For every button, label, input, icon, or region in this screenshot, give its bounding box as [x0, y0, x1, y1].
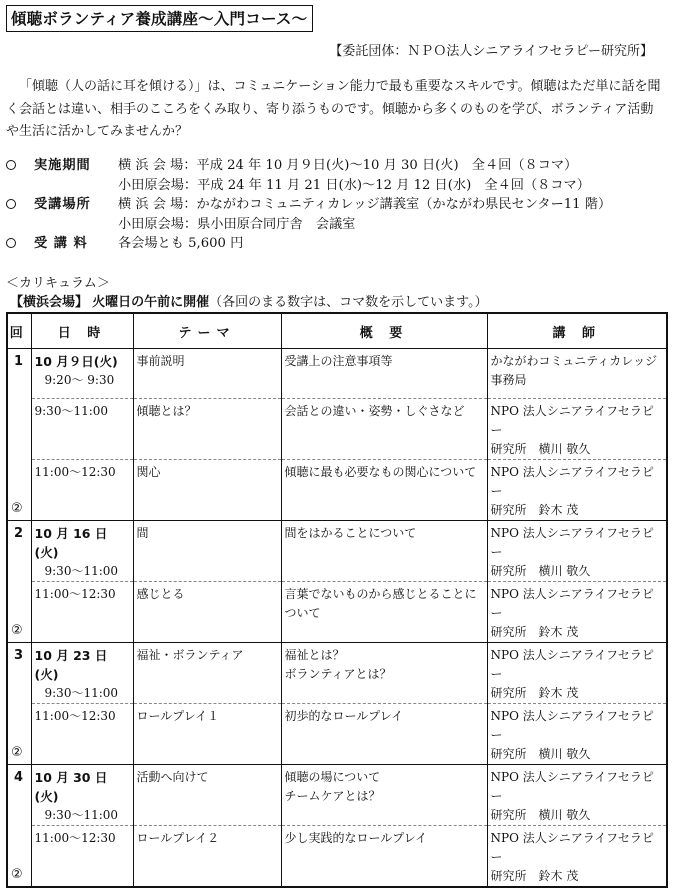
summary-cell: 傾聴に最も必要なもの関心について — [281, 460, 487, 521]
venue-label: 【横浜会場】 — [10, 295, 89, 310]
table-row — [7, 765, 667, 826]
session-time: 9:30～11:00 — [34, 404, 109, 418]
theme-cell: ロールプレイ１ — [133, 704, 281, 765]
session-number: 1 — [14, 354, 24, 369]
instructor-cell: NPO 法人シニアライフセラピー 研究所 横川 敬久 — [487, 521, 667, 582]
place-row — [6, 195, 666, 215]
session-time: 11:00～12:30 — [34, 831, 116, 845]
table-row — [7, 643, 667, 704]
instructor-cell: NPO 法人シニアライフセラピー 研究所 鈴木 茂 — [487, 643, 667, 704]
course-info — [6, 156, 666, 254]
session-number-cell — [7, 521, 31, 643]
session-number: 4 — [14, 770, 24, 785]
intro-paragraph: 「傾聴（人の話に耳を傾ける）」は、コミュニケーション能力で最も重要なスキルです。傾聴はただ単に話を聞く会話とは違い、相手のこころをくみ取り、寄り添うものです。傾聴から多くのものを学び、ボランティア活動や生活に活かしてみませんか？ — [6, 79, 661, 139]
instructor-cell: NPO 法人シニアライフセラピー 研究所 鈴木 茂 — [487, 826, 667, 888]
session-date: 10 月 23 日(火) — [34, 648, 108, 682]
period-row-2 — [6, 176, 666, 196]
session-time: 11:00～12:30 — [34, 709, 116, 723]
venue-line — [10, 291, 488, 310]
header-datetime: 日 時 — [31, 313, 133, 349]
koma-count: ② — [11, 867, 23, 882]
venue-note-bold: 火曜日の午前に開催 — [92, 295, 210, 310]
datetime-cell — [31, 765, 133, 826]
fee-value: 各会場とも 5,600 円 — [118, 236, 244, 251]
datetime-cell — [31, 521, 133, 582]
theme-cell: 間 — [133, 521, 281, 582]
theme-cell: 福祉・ボランティア — [133, 643, 281, 704]
period-row — [6, 156, 666, 176]
summary-cell: 福祉とは？ ボランティアとは？ — [281, 643, 487, 704]
header-summary: 概 要 — [281, 313, 487, 349]
datetime-cell — [31, 704, 133, 765]
table-row — [7, 582, 667, 643]
koma-count: ② — [11, 501, 23, 516]
session-date: 10 月 16 日(火) — [34, 526, 108, 560]
venue-note: （各回のまる数字は、コマ数を示しています。） — [209, 295, 488, 310]
session-time: 11:00～12:30 — [34, 587, 116, 601]
instructor-cell: かながわコミュニティカレッジ 事務局 — [487, 349, 667, 399]
summary-cell: 間をはかることについて — [281, 521, 487, 582]
theme-cell: ロールプレイ２ — [133, 826, 281, 888]
summary-cell: 受講上の注意事項等 — [281, 349, 487, 399]
instructor-cell: NPO 法人シニアライフセラピー 研究所 横川 敬久 — [487, 399, 667, 460]
theme-cell: 関心 — [133, 460, 281, 521]
theme-cell: 傾聴とは？ — [133, 399, 281, 460]
datetime-cell — [31, 349, 133, 399]
bullet-circle-icon — [6, 199, 16, 209]
curriculum-heading: ＜カリキュラム＞ — [6, 276, 110, 291]
datetime-cell — [31, 399, 133, 460]
theme-cell: 事前説明 — [133, 349, 281, 399]
place-label: 受講場所 — [34, 197, 91, 212]
header-instructor: 講 師 — [487, 313, 667, 349]
summary-cell: 傾聴の場について チームケアとは？ — [281, 765, 487, 826]
table-row — [7, 460, 667, 521]
table-row — [7, 826, 667, 888]
bullet-circle-icon — [6, 160, 16, 170]
period-label: 実施期間 — [34, 158, 91, 173]
session-number-cell — [7, 643, 31, 765]
session-time: 9:30～11:00 — [44, 564, 119, 578]
session-date: 10 月９日(火) — [34, 354, 118, 369]
curriculum-body — [7, 349, 667, 888]
datetime-cell — [31, 460, 133, 521]
session-date: 10 月 30 日(火) — [34, 770, 108, 804]
table-row — [7, 704, 667, 765]
instructor-cell: NPO 法人シニアライフセラピー 研究所 横川 敬久 — [487, 704, 667, 765]
session-number: 2 — [14, 526, 24, 541]
instructor-cell: NPO 法人シニアライフセラピー 研究所 鈴木 茂 — [487, 582, 667, 643]
theme-cell: 感じとる — [133, 582, 281, 643]
datetime-cell — [31, 582, 133, 643]
instructor-cell: NPO 法人シニアライフセラピー 研究所 横川 敬久 — [487, 765, 667, 826]
place-row-2 — [6, 215, 666, 235]
datetime-cell — [31, 826, 133, 888]
table-row — [7, 521, 667, 582]
table-row — [7, 349, 667, 399]
koma-count: ② — [11, 745, 23, 760]
header-theme: テーマ — [133, 313, 281, 349]
curriculum-table — [6, 312, 668, 888]
period-yokohama: 横 浜 会 場：平成 24 年 10 月９日(火)～10 月 30 日(火) 全４回（８コマ） — [118, 158, 578, 173]
session-time: 9:30～11:00 — [44, 808, 119, 822]
session-number-cell — [7, 349, 31, 521]
place-yokohama: 横 浜 会 場：かながわコミュニティカレッジ講義室（かながわ県民センター11 階） — [118, 197, 612, 212]
summary-cell: 少し実践的なロールプレイ — [281, 826, 487, 888]
summary-cell: 初歩的なロールプレイ — [281, 704, 487, 765]
summary-cell: 会話との違い・姿勢・しぐさなど — [281, 399, 487, 460]
session-number-cell — [7, 765, 31, 888]
period-odawara: 小田原会場：平成 24 年 11 月 21 日(水)～12 月 12 日(水) 全４回（８コマ） — [118, 177, 590, 193]
place-odawara: 小田原会場：県小田原合同庁舎 会議室 — [118, 216, 356, 232]
session-time: 9:20～ 9:30 — [44, 373, 115, 387]
session-time: 9:30～11:00 — [44, 686, 119, 700]
page-title: 傾聴ボランティア養成講座～入門コース～ — [6, 5, 313, 32]
table-header-row — [7, 313, 667, 349]
fee-row — [6, 234, 666, 254]
datetime-cell — [31, 643, 133, 704]
koma-count: ② — [11, 623, 23, 638]
header-session: 回 — [7, 313, 31, 349]
session-number: 3 — [14, 648, 24, 663]
table-row — [7, 399, 667, 460]
fee-label: 受 講 料 — [34, 236, 88, 251]
theme-cell: 活動へ向けて — [133, 765, 281, 826]
instructor-cell: NPO 法人シニアライフセラピー 研究所 鈴木 茂 — [487, 460, 667, 521]
summary-cell: 言葉でないものから感じとることについて — [281, 582, 487, 643]
bullet-circle-icon — [6, 238, 16, 248]
organizer-note: 【委託団体：ＮＰＯ法人シニアライフセラピー研究所】 — [329, 44, 653, 59]
session-time: 11:00～12:30 — [34, 465, 116, 479]
